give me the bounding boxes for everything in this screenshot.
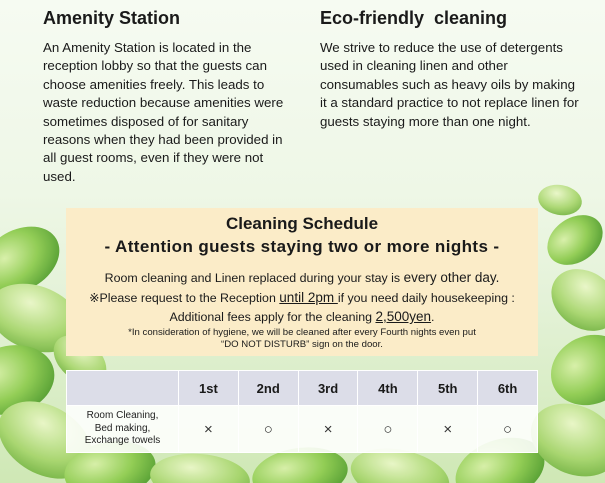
table-cell-mark: × (418, 406, 478, 453)
schedule-line-request (66, 290, 538, 305)
fee-text: Additional fees apply for the cleaning (169, 310, 376, 324)
schedule-note-line2: “DO NOT DISTURB” sign on the door. (221, 339, 383, 350)
row-label-line: Exchange towels (84, 435, 161, 447)
eco-title: Eco-friendly cleaning (320, 8, 508, 28)
schedule-subtitle: - Attention guests staying two or more nights - (104, 237, 500, 256)
schedule-title: Cleaning Schedule (225, 214, 379, 233)
table-row (67, 406, 538, 453)
table-cell-mark: × (298, 406, 358, 453)
amenity-section (43, 8, 298, 186)
cleaning-table (66, 370, 538, 453)
eco-body: We strive to reduce the use of detergents used in cleaning linen and other consumables such as heavy oils by making it a standard practice to not replace linen for guests staying more than one night. (320, 40, 579, 129)
amenity-body: An Amenity Station is located in the reception lobby so that the guests can choose amenities freely. This leads to waste reduction because amenities were sometimes disposed of for sanitary reasons when they had been provided in all guest rooms, even if they were not used. (43, 40, 284, 184)
table-corner-cell (67, 371, 179, 406)
table-header-cell: 6th (478, 371, 538, 406)
request-text: ※Please request to the Reception (89, 291, 280, 305)
table-header-cell: 4th (358, 371, 418, 406)
fee-period: . (431, 310, 435, 324)
fee-amount: 2,500yen (375, 309, 432, 324)
table-header-cell: 3rd (298, 371, 358, 406)
frequency-emphasis: every other day. (403, 270, 500, 285)
row-label-line: Bed making, (94, 422, 151, 434)
row-label-line: Room Cleaning, (86, 410, 159, 422)
table-header-cell: 1st (179, 371, 239, 406)
table-cell-mark: × (179, 406, 239, 453)
request-text-end: if you need daily housekeeping : (337, 291, 515, 305)
eco-section (320, 8, 585, 131)
table-header-row (67, 371, 538, 406)
schedule-note-line1: *In consideration of hygiene, we will be cleaned after every Fourth nights even put (128, 327, 476, 338)
request-deadline: until 2pm (279, 290, 338, 305)
schedule-line-frequency (66, 270, 538, 285)
schedule-line-fee (66, 309, 538, 324)
table-header-cell: 5th (418, 371, 478, 406)
amenity-title: Amenity Station (43, 8, 181, 28)
table-cell-mark: ○ (238, 406, 298, 453)
table-cell-mark: ○ (358, 406, 418, 453)
table-header-cell: 2nd (238, 371, 298, 406)
table-row-label (67, 406, 179, 453)
frequency-text: Room cleaning and Linen replaced during your stay is (104, 271, 404, 285)
table-cell-mark: ○ (478, 406, 538, 453)
cleaning-schedule-box (66, 208, 538, 356)
